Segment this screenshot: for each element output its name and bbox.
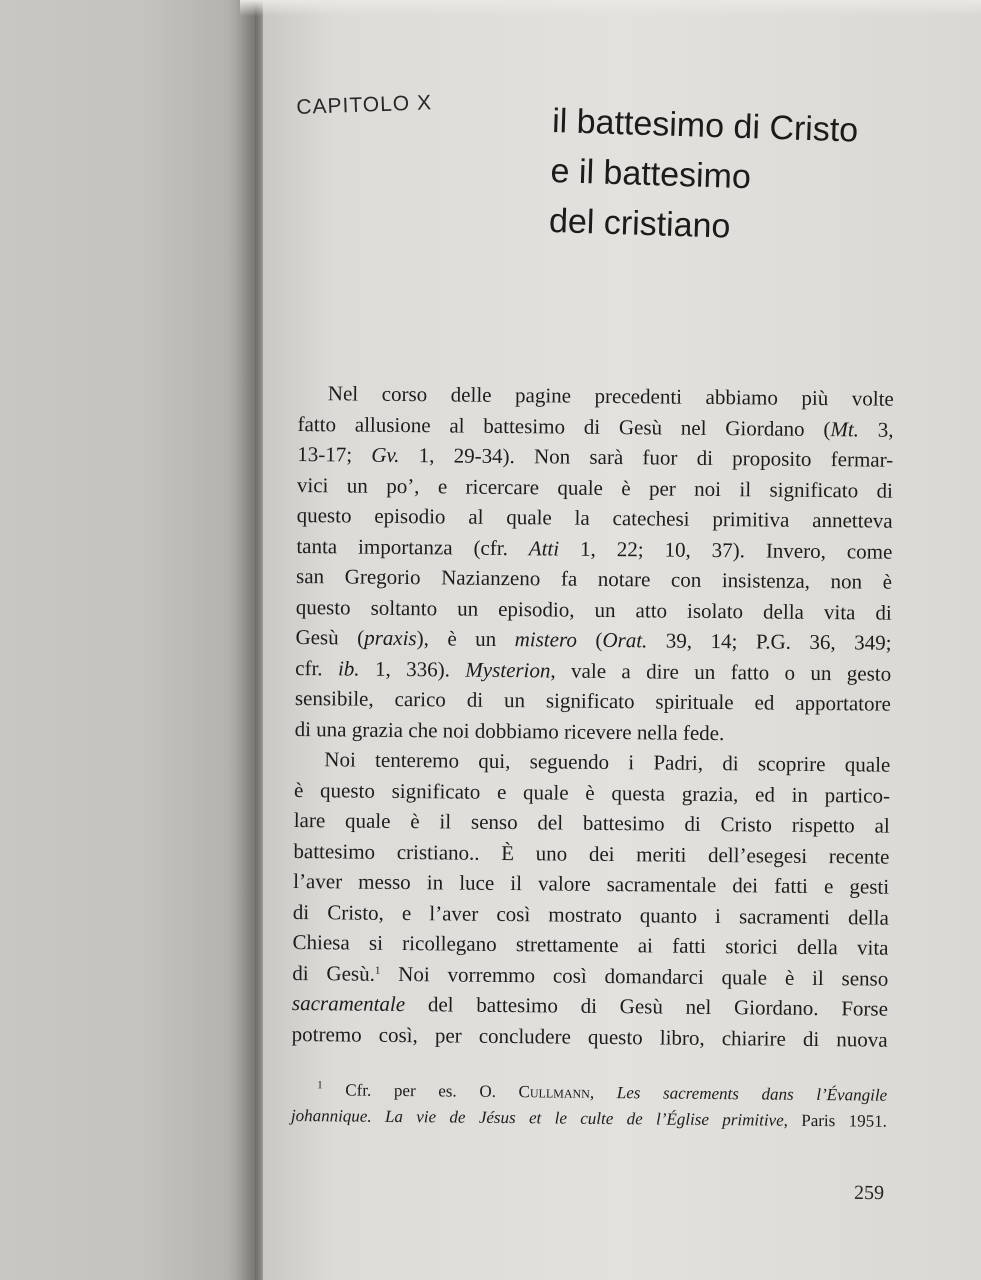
chapter-title-line: del cristiano xyxy=(548,201,732,246)
body-text xyxy=(291,378,894,1135)
text-line: di Cristo, e l’aver così mostrato quanto i sacramenti della xyxy=(292,899,889,930)
page-top-highlight xyxy=(240,0,981,16)
chapter-label: CAPITOLO X xyxy=(296,91,433,119)
text-line: questo soltanto un episodio, un atto isolato della vita di xyxy=(295,594,892,625)
chapter-title-line: il battesimo di Cristo xyxy=(551,101,859,150)
text-line: vici un po’, e ricercare quale è per noi il significato di xyxy=(296,472,894,503)
text-line: tanta importanza (cfr. Atti 1, 22; 10, 37). Invero, come xyxy=(296,533,893,564)
footnote-ref: 1 xyxy=(374,964,381,977)
text-line: sacramentale del battesimo di Gesù nel Giordano. Forse xyxy=(291,990,889,1021)
footnote-line: $^1$ Cfr. per es. O. Cullmann, Les sacrements dans l’Évangile xyxy=(317,1079,888,1105)
text-line: Gesù (praxis), è un mistero (Orat. 39, 14; P.G. 36, 349; xyxy=(295,624,892,655)
text-line: fatto allusione al battesimo di Gesù nel Giordano (Mt. 3, xyxy=(297,411,894,442)
text-line: san Gregorio Nazianzeno fa notare con insistenza, non è xyxy=(295,563,893,594)
text-line: è questo significato e quale è questa grazia, ed in partico- xyxy=(293,777,891,808)
text-line: questo episodio al quale la catechesi primitiva annetteva xyxy=(296,502,893,533)
paragraph-2 xyxy=(292,744,891,1055)
text-line: 13-17; Gv. 1, 29-34). Non sarà fuor di proposito fermar- xyxy=(297,441,894,472)
footnote-line: johannique. La vie de Jésus et le culte de l’Église primitive, Paris 1951. xyxy=(290,1105,887,1131)
text-line: potremo così, per concludere questo libro, chiarire di nuova xyxy=(291,1021,888,1052)
text-line: battesimo cristiano.. È uno dei meriti dell’esegesi recente xyxy=(293,838,890,869)
paragraph-1 xyxy=(294,378,893,750)
text-line: sensibile, carico di un significato spirituale ed apportatore xyxy=(294,685,892,716)
text-line: di Gesù.$^1$ Noi vorremmo così domandarci quale è il senso xyxy=(292,960,889,991)
chapter-title xyxy=(548,96,859,256)
text-line: Nel corso delle pagine precedenti abbiamo più volte xyxy=(327,381,894,411)
left-page xyxy=(0,0,258,1280)
text-line: di una grazia che noi dobbiamo ricevere nella fede. xyxy=(294,716,725,745)
page-number: 259 xyxy=(853,1181,885,1205)
chapter-title-line: e il battesimo xyxy=(550,151,752,197)
text-line: lare quale è il senso del battesimo di Cristo rispetto al xyxy=(293,807,890,838)
text-line: cfr. ib. 1, 336). Mysterion, vale a dire un fatto o un gesto xyxy=(295,655,892,686)
footnote xyxy=(291,1077,887,1135)
text-line: Noi tenteremo qui, seguendo i Padri, di scoprire quale xyxy=(324,747,891,777)
text-line: l’aver messo in luce il valore sacramentale dei fatti e gesti xyxy=(293,868,890,899)
text-line: Chiesa si ricollegano strettamente ai fatti storici della vita xyxy=(292,929,889,960)
